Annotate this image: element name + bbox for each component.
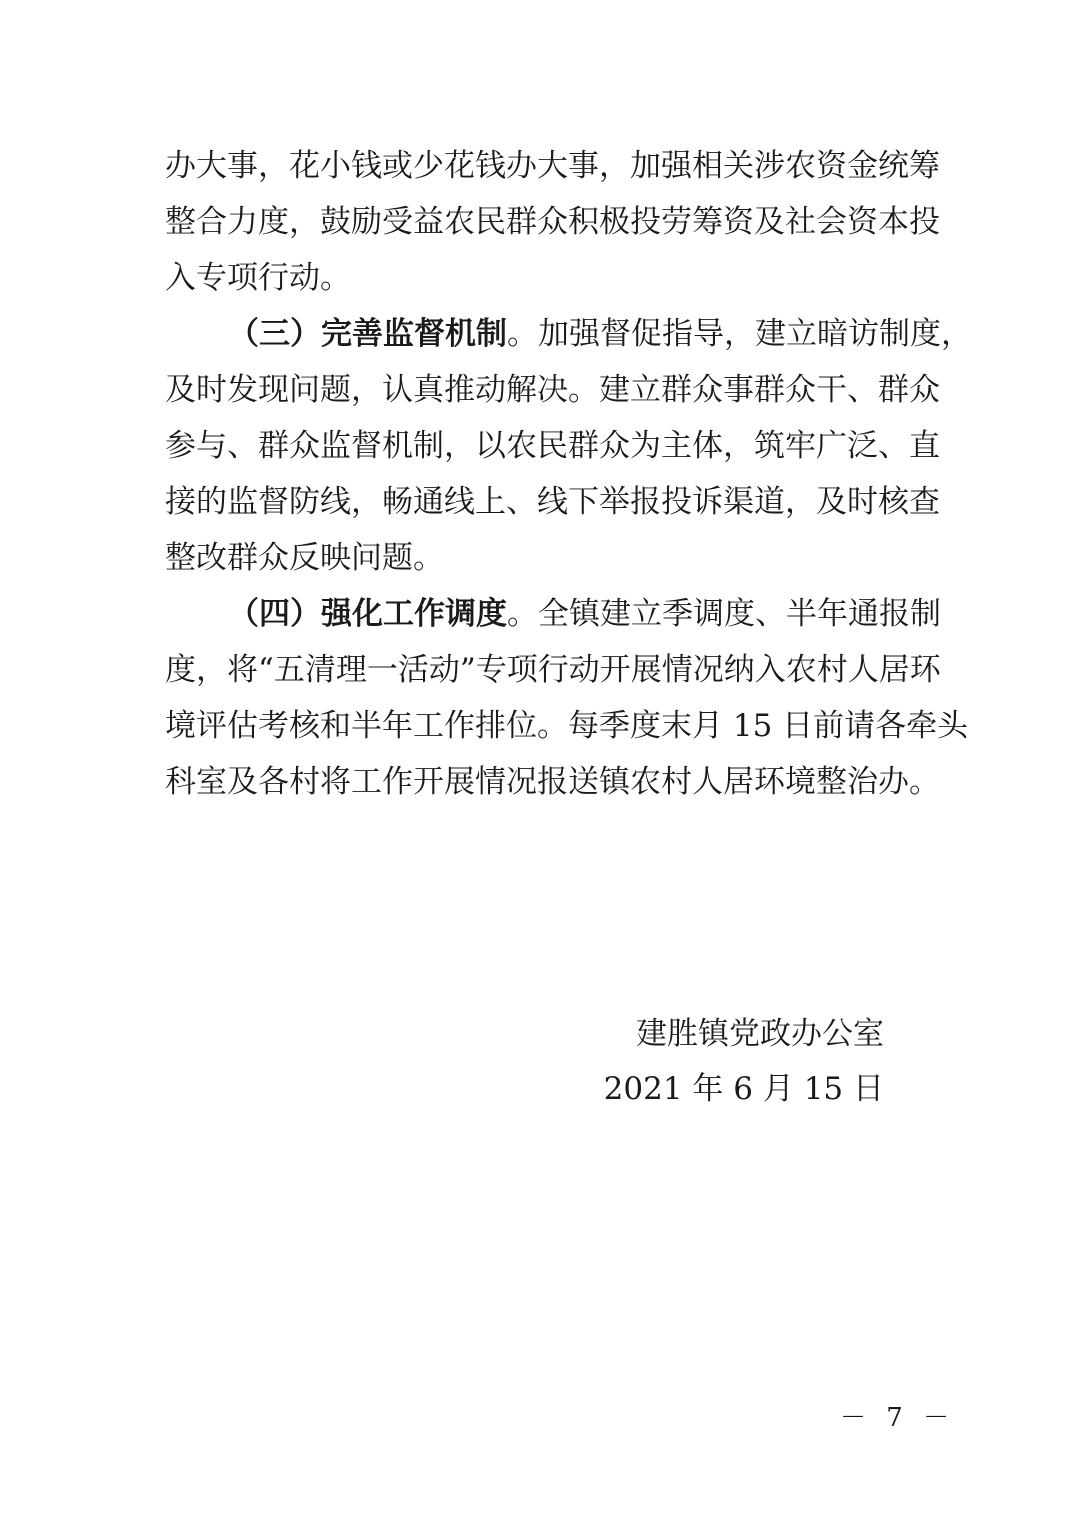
page-number: － 7 － — [840, 1403, 956, 1433]
paragraph-line: 参与、群众监督机制，以农民群众为主体，筑牢广泛、直 — [165, 428, 940, 464]
section-3-heading: （三）完善监督机制 — [228, 316, 507, 352]
section-4-first-line-text: 。全镇建立季调度、半年通报制 — [507, 596, 941, 632]
section-3-first-line — [228, 314, 972, 354]
section-4-heading: （四）强化工作调度 — [228, 596, 507, 632]
section-3-first-line-text: 。加强督促指导，建立暗访制度， — [507, 316, 972, 352]
paragraph-line: 接的监督防线，畅通线上、线下举报投诉渠道，及时核查 — [165, 484, 940, 520]
paragraph-line: 整改群众反映问题。 — [165, 540, 444, 576]
paragraph-line: 整合力度，鼓励受益农民群众积极投劳筹资及社会资本投 — [165, 204, 940, 240]
paragraph-line: 科室及各村将工作开展情况报送镇农村人居环境整治办。 — [165, 764, 940, 800]
section-4-first-line — [228, 594, 941, 634]
paragraph-line: 入专项行动。 — [165, 260, 351, 296]
signature-date: 2021 年 6 月 15 日 — [603, 1071, 884, 1107]
paragraph-line: 及时发现问题，认真推动解决。建立群众事群众干、群众 — [165, 372, 940, 408]
signature-office: 建胜镇党政办公室 — [636, 1016, 884, 1052]
paragraph-line: 度，将“五清理一活动”专项行动开展情况纳入农村人居环 — [165, 652, 941, 688]
paragraph-line: 办大事，花小钱或少花钱办大事，加强相关涉农资金统筹 — [165, 148, 940, 184]
paragraph-line: 境评估考核和半年工作排位。每季度末月 15 日前请各牵头 — [165, 708, 969, 744]
